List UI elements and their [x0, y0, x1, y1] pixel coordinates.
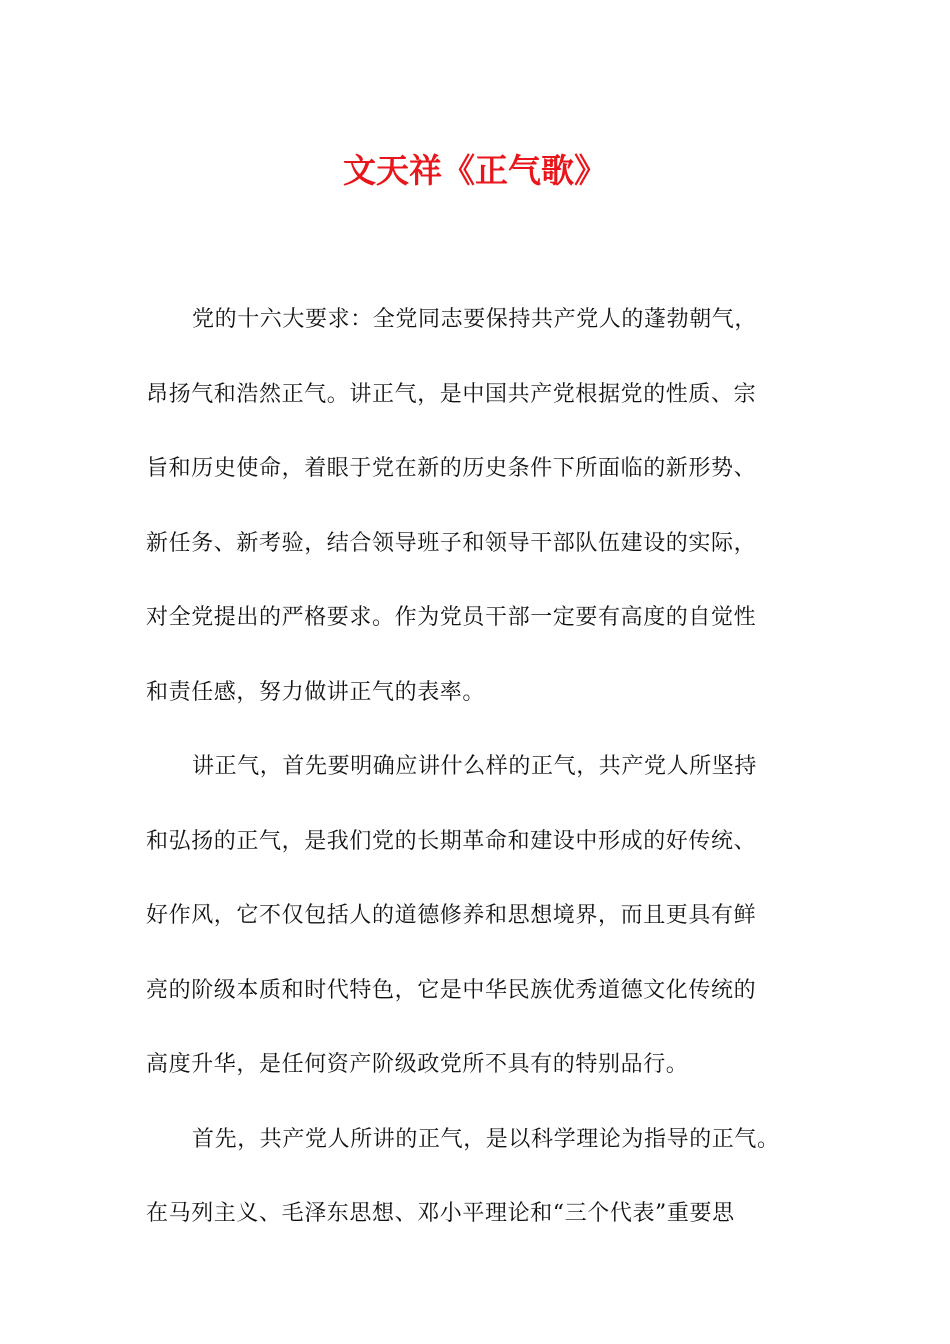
document-body [146, 283, 806, 1252]
paragraph-2-line-4: 亮的阶级本质和时代特色，它是中华民族优秀道德文化传统的 [146, 977, 757, 1003]
paragraph-1-line-3: 旨和历史使命，着眼于党在新的历史条件下所面临的新形势、 [146, 456, 757, 481]
paragraph-2-line-3: 好作风，它不仅包括人的道德修养和思想境界，而且更具有鲜 [146, 903, 757, 928]
paragraph-1-line-6: 和责任感，努力做讲正气的表率。 [146, 679, 486, 705]
paragraph-3-line-2: 在马列主义、毛泽东思想、邓小平理论和“三个代表”重要思 [146, 1201, 735, 1226]
paragraph-1-line-5: 对全党提出的严格要求。作为党员干部一定要有高度的自觉性 [146, 605, 757, 630]
paragraph-1-line-4: 新任务、新考验，结合领导班子和领导干部队伍建设的实际， [146, 530, 757, 556]
document-title: 文天祥《正气歌》 [343, 151, 607, 190]
paragraph-3-line-1: 首先，共产党人所讲的正气，是以科学理论为指导的正气。 [192, 1126, 780, 1152]
paragraph-1-line-2: 昂扬气和浩然正气。讲正气，是中国共产党根据党的性质、宗 [146, 381, 757, 407]
paragraph-2-line-2: 和弘扬的正气，是我们党的长期革命和建设中形成的好传统、 [146, 828, 757, 854]
paragraph-1-line-1: 党的十六大要求：全党同志要保持共产党人的蓬勃朝气， [192, 307, 758, 332]
paragraph-2-line-5: 高度升华，是任何资产阶级政党所不具有的特别品行。 [146, 1052, 689, 1077]
paragraph-2-line-1: 讲正气，首先要明确应讲什么样的正气，共产党人所坚持 [192, 754, 758, 779]
